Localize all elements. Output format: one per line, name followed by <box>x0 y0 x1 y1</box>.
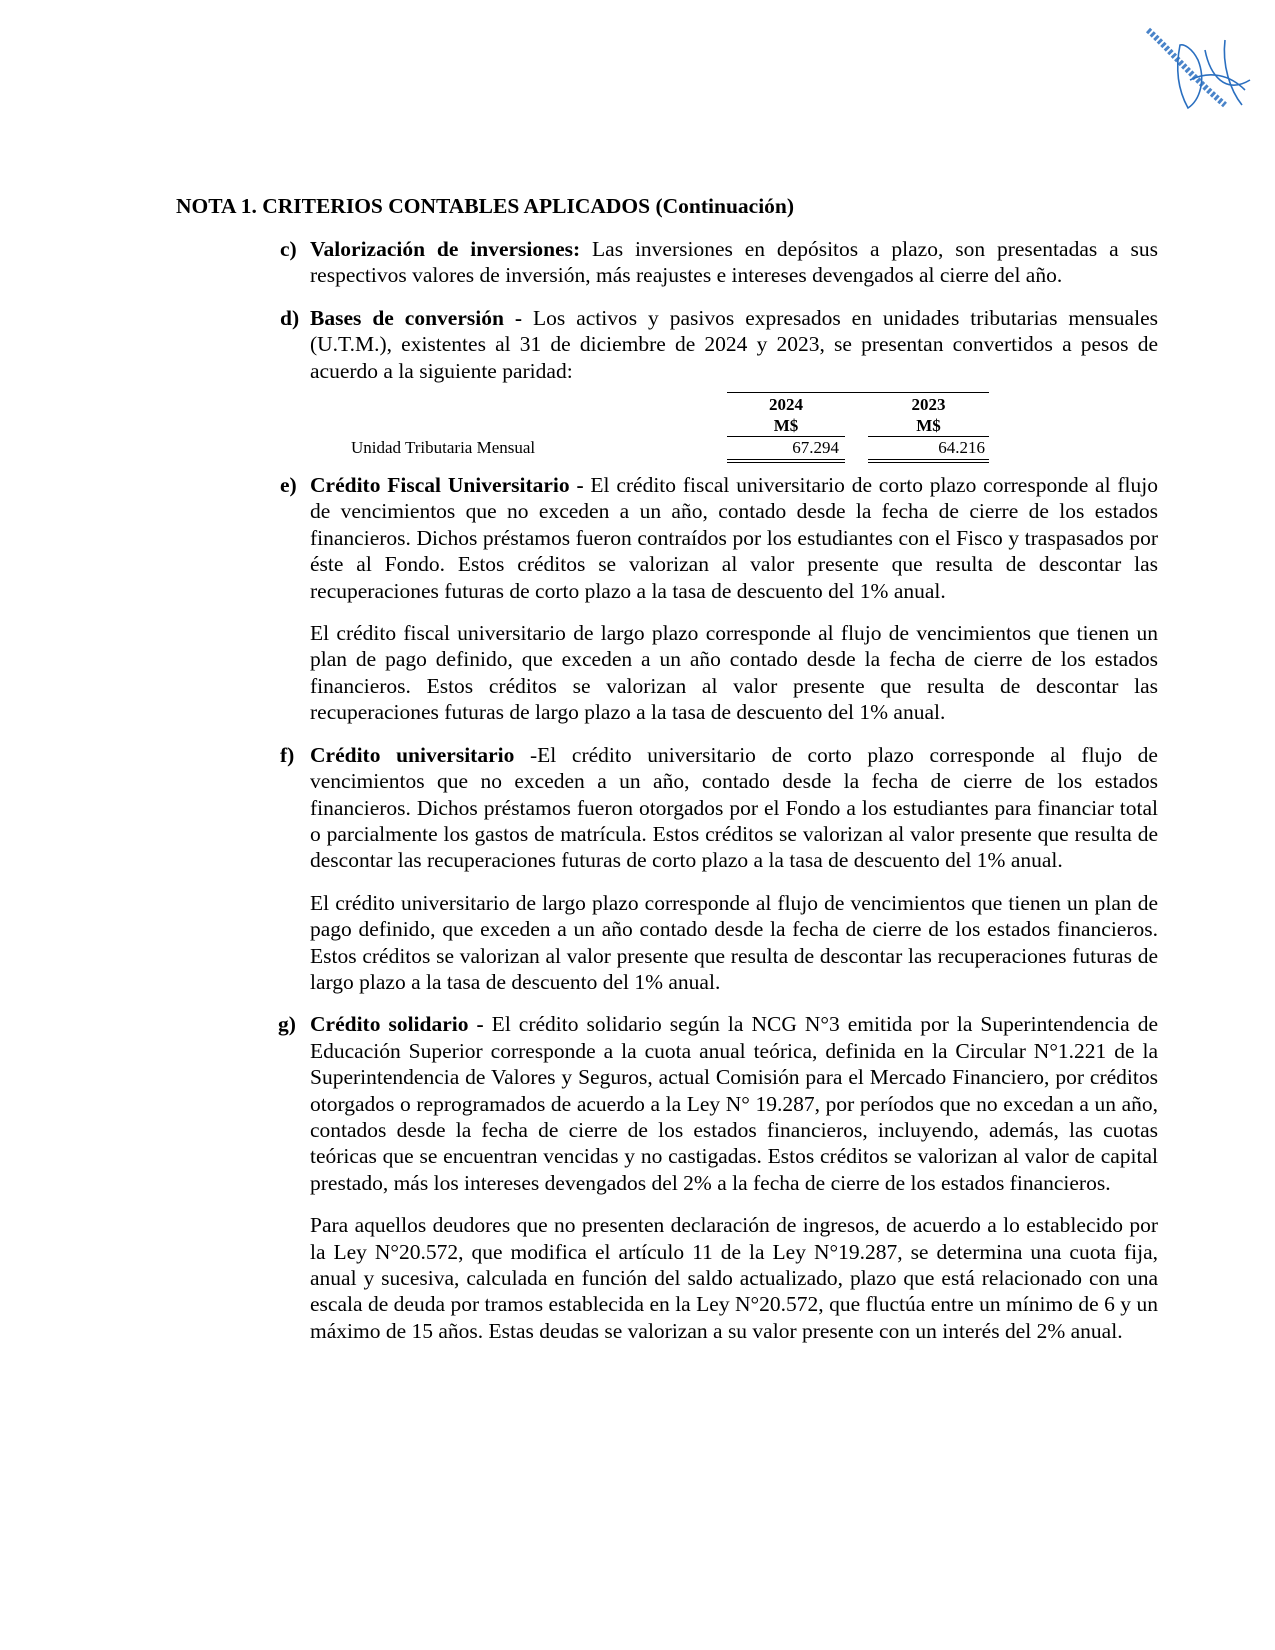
section-e-title: Crédito Fiscal Universitario - <box>310 473 584 498</box>
table-value-2024: 67.294 <box>792 438 839 458</box>
note-content <box>280 236 1158 1344</box>
section-f <box>280 742 1158 996</box>
section-e-paragraph-1 <box>310 472 1158 604</box>
section-d-text: Los activos y pasivos expresados en unidades tributarias mensuales (U.T.M.), existentes al 31 de diciembre de 2024 y 2023, se presentan convertidos a pesos de acuerdo a la siguiente paridad: <box>310 305 1158 383</box>
table-total-rule-2024-b <box>727 462 845 463</box>
section-c-title: Valorización de inversiones: <box>310 237 581 261</box>
section-c-label: c) <box>280 237 297 261</box>
section-f-label: f) <box>280 742 295 767</box>
table-top-rule <box>727 392 989 393</box>
table-header-year-2024: 2024 <box>769 395 803 415</box>
table-header-year-2023: 2023 <box>911 395 946 415</box>
section-d-paragraph <box>310 305 1158 384</box>
section-e-paragraph-2: El crédito fiscal universitario de largo plazo corresponde al flujo de vencimientos que tienen un plan de pago definido, que exceden a un año contado desde la fecha de cierre de los estados financieros. Estos créditos se valorizan al valor presente que resulta de descontar las recuperaciones futuras de largo plazo a la tasa de descuento del 1% anual. <box>310 621 1158 725</box>
section-g <box>280 1011 1158 1344</box>
table-header-unit-2023: M$ <box>916 416 941 436</box>
section-c-paragraph <box>310 236 1158 289</box>
section-d-title: Bases de conversión - <box>310 305 523 330</box>
page-heading: NOTA 1. CRITERIOS CONTABLES APLICADOS (Continuación) <box>176 194 795 218</box>
table-total-rule-2023-a <box>868 459 989 460</box>
section-f-paragraph-2: El crédito universitario de largo plazo corresponde al flujo de vencimientos que tienen un plan de pago definido, que exceden a un año contado desde la fecha de cierre de los estados financieros. Estos créditos se valorizan al valor presente que resulta de descontar las recuperaciones futuras de largo plazo a la tasa de descuento del 1% anual. <box>310 890 1158 994</box>
table-value-2023: 64.216 <box>938 438 985 458</box>
section-f-paragraph-1 <box>310 742 1158 874</box>
utm-conversion-table <box>0 390 1275 472</box>
section-f-text: -El crédito universitario de corto plazo corresponde al flujo de vencimientos que no exceden a un año, contado desde la fecha de cierre de los estados financieros. Dichos préstamos fueron otorgados por el Fondo a los estudiantes para financiar total o parcialmente los gastos de matrícula. Estos créditos se valorizan al valor presente que resulta de descontar las recuperaciones futuras de corto plazo a la tasa de descuento del 1% anual. <box>310 742 1158 873</box>
table-total-rule-2024-a <box>727 459 845 460</box>
section-d-label: d) <box>280 305 300 330</box>
section-e <box>280 472 1158 726</box>
section-g-text: El crédito solidario según la NCG N°3 emitida por la Superintendencia de Educación Superior corresponde a la cuota anual teórica, definida en la Circular N°1.221 de la Superintendencia de Valores y Seguros, actual Comisión para el Mercado Financiero, por créditos otorgados o reprogramados de acuerdo a la Ley N° 19.287, por períodos que no excedan a un año, contados desde la fecha de cierre de los estados financieros, incluyendo, además, las cuotas teóricas que se encuentran vencidas y no castigadas. Estos créditos se valorizan al valor de capital prestado, más los intereses devengados del 2% a la fecha de cierre de los estados financieros. <box>310 1012 1158 1195</box>
section-f-title: Crédito universitario <box>310 742 515 767</box>
table-total-rule-2023-b <box>868 462 989 463</box>
section-g-paragraph-2: Para aquellos deudores que no presenten declaración de ingresos, de acuerdo a lo establecido por la Ley N°20.572, que modifica el artículo 11 de la Ley N°19.287, se determina una cuota fija, anual y sucesiva, calculada en función del saldo actualizado, plazo que está relacionado con una escala de deuda por tramos establecida en la Ley N°20.572, que fluctúa entre un mínimo de 6 y un máximo de 15 años. Estas deudas se valorizan a su valor presente con un interés del 2% anual. <box>310 1213 1158 1343</box>
section-d <box>280 305 1158 384</box>
table-row-label: Unidad Tributaria Mensual <box>351 438 536 458</box>
section-c-text: Las inversiones en depósitos a plazo, son presentadas a sus respectivos valores de inversión, más reajustes e intereses devengados al cierre del año. <box>310 237 1158 288</box>
section-g-label: g) <box>278 1012 296 1037</box>
table-header-unit-2024: M$ <box>773 416 799 436</box>
section-g-paragraph-1 <box>310 1011 1158 1196</box>
section-g-title: Crédito solidario - <box>310 1012 484 1037</box>
signature-stamp <box>1130 20 1260 120</box>
section-c <box>280 236 1158 289</box>
section-e-label: e) <box>280 473 297 498</box>
section-e-text: El crédito fiscal universitario de corto plazo corresponde al flujo de vencimientos que no exceden a un año, contado desde la fecha de cierre de los estados financieros. Dichos préstamos fueron contraídos por los estudiantes con el Fisco y traspasados por éste al Fondo. Estos créditos se valorizan al valor presente que resulta de descontar las recuperaciones futuras de corto plazo a la tasa de descuento del 1% anual. <box>310 473 1158 603</box>
